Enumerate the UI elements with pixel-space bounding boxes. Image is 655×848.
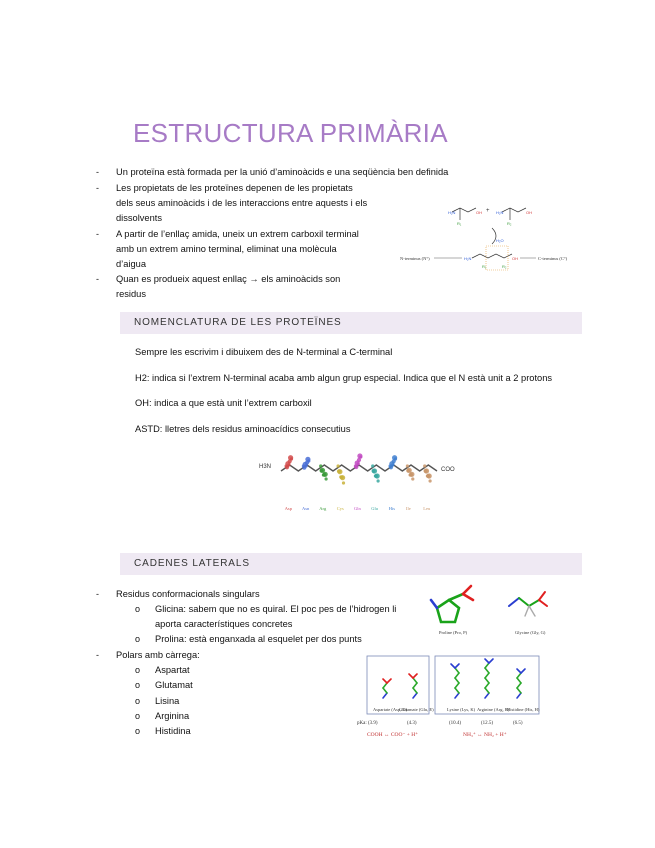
residue-asn	[302, 457, 311, 470]
sidechain-molecule	[485, 659, 493, 698]
residue-label: Arg	[319, 506, 327, 511]
arginine-label: Arginine (Arg, R)	[477, 707, 510, 712]
bond	[455, 678, 459, 683]
lysine-label: Lysine (Lys, K)	[447, 707, 476, 712]
residue-atom	[391, 463, 394, 466]
bond	[485, 678, 489, 683]
bullet-text: dissolvents	[116, 213, 162, 223]
svg-text:+: +	[486, 208, 490, 214]
bond	[455, 664, 459, 668]
svg-text:OH: OH	[512, 256, 518, 261]
residue-atom	[342, 481, 345, 484]
section-heading-text: CADENES LATERALS	[134, 558, 250, 569]
bullet-text: residus	[116, 289, 146, 299]
bullet-text: Les propietats de les proteïnes depenen de les propietats	[116, 183, 353, 193]
bond	[455, 693, 459, 698]
residue-atom	[394, 457, 397, 460]
bond	[485, 673, 489, 678]
residue-atom	[375, 473, 380, 478]
svg-text:H₂N: H₂N	[448, 210, 456, 215]
sub-bullet-marker: o	[135, 665, 141, 675]
sub-bullet-text: aporta característiques concretes	[155, 619, 293, 629]
glycine-label: Glycine (Gly, G)	[515, 630, 546, 635]
residue-label: Asn	[302, 506, 310, 511]
histidine-label: Histidine (His, H)	[507, 707, 540, 712]
sidechain-molecule	[383, 679, 391, 698]
bond	[413, 693, 417, 698]
bond	[383, 688, 387, 693]
bond	[485, 659, 489, 663]
bond	[517, 688, 521, 693]
bond	[383, 683, 387, 688]
bullet-marker: -	[96, 167, 99, 177]
residue-atom	[411, 477, 414, 480]
aspartate-label: Aspartate (Asp, D)	[373, 707, 408, 712]
svg-text:OH: OH	[476, 210, 482, 215]
section-heading-nomenclatura	[120, 312, 582, 334]
residue-atom	[359, 455, 362, 458]
bond	[451, 664, 455, 668]
bullet-marker: -	[96, 589, 99, 599]
residue-atom	[429, 479, 432, 482]
sidechain-molecule	[517, 669, 525, 698]
residue-atom	[371, 464, 374, 467]
sub-bullet-text: Glicina: sabem que no es quiral. El poc pes de l’hidrogen li	[155, 604, 397, 614]
residue-atom	[340, 475, 345, 480]
svg-text:H₂N: H₂N	[464, 256, 472, 261]
residue-atom	[377, 479, 380, 482]
residue-label: Ile	[406, 506, 411, 511]
bond	[413, 683, 417, 688]
residue-atom	[427, 473, 432, 478]
bond	[387, 679, 391, 683]
sub-bullet-marker: o	[135, 634, 141, 644]
nomenclature-line: Sempre les escrivim i dibuixem des de N-terminal a C-terminal	[135, 347, 393, 357]
residue-atom	[423, 464, 426, 467]
sub-bullet-marker: o	[135, 726, 141, 736]
bond	[455, 668, 459, 673]
bond	[413, 688, 417, 693]
residue-label: Asp	[284, 506, 292, 511]
bullet-text: dels seus aminoàcids i de les interaccions entre aquests i els	[116, 198, 368, 208]
sub-bullet-text: Lisina	[155, 696, 180, 706]
bond	[485, 693, 489, 698]
bullet-text: Un proteïna està formada per la unió d’aminoàcids e una seqüència ben definida	[116, 167, 449, 177]
bond	[517, 673, 521, 678]
bond	[383, 679, 387, 683]
sidechain-molecule	[409, 674, 417, 698]
bullet-text: Polars amb càrrega:	[116, 650, 200, 660]
pka-value: (10.4)	[449, 721, 462, 726]
bond	[485, 663, 489, 668]
bullet-text: A partir de l’enllaç amida, uneix un extrem carboxil terminal	[116, 229, 359, 239]
bullet-marker: -	[96, 650, 99, 660]
residue-atom	[372, 468, 377, 473]
page-title: ESTRUCTURA PRIMÀRIA	[133, 118, 448, 148]
residue-cys	[337, 464, 346, 484]
svg-text:H₂N: H₂N	[496, 210, 504, 215]
acid-equation: COOH ↔ COO⁻ + H⁺	[367, 732, 419, 738]
svg-text:R₂: R₂	[502, 264, 507, 269]
nomenclature-line: H2: indica si l’extrem N-terminal acaba amb algun grup especial. Indica que el N està unit a 2 protons	[135, 373, 553, 383]
bullet-text: d’aigua	[116, 259, 146, 269]
proline-label: Proline (Pro, P)	[439, 630, 468, 635]
pka-value: (12.5)	[481, 721, 494, 726]
nomenclature-line: ASTD: lletres dels residus aminoacídics consecutius	[135, 424, 351, 434]
proline-glycine-figure	[425, 580, 560, 642]
peptide-bond-figure	[400, 198, 580, 288]
bond	[455, 688, 459, 693]
bond	[383, 693, 387, 698]
bullet-marker: -	[96, 183, 99, 193]
bond	[485, 683, 489, 688]
sub-bullet-marker: o	[135, 604, 141, 614]
sub-bullet-text: Arginina	[155, 711, 190, 721]
residue-label: His	[388, 506, 395, 511]
svg-text:OH: OH	[526, 210, 532, 215]
residue-atom	[305, 464, 308, 467]
glutamate-label: Glutamate (Glu, E)	[399, 707, 434, 712]
sub-bullet-marker: o	[135, 680, 141, 690]
charged-sidechains-figure	[355, 654, 545, 742]
sub-bullet-text: Histidina	[155, 726, 191, 736]
residue-atom	[406, 464, 409, 467]
bond	[409, 674, 413, 678]
bond	[485, 688, 489, 693]
residue-label: Cys	[336, 506, 344, 511]
bond	[485, 668, 489, 673]
section-heading-text: NOMENCLATURA DE LES PROTEÏNES	[134, 317, 342, 328]
residue-atom	[323, 472, 328, 477]
residue-atom	[357, 462, 360, 465]
svg-text:R₁: R₁	[457, 221, 462, 226]
residue-label: Leu	[423, 506, 431, 511]
chain-c-terminus: COO	[441, 467, 455, 473]
sub-bullet-marker: o	[135, 711, 141, 721]
sidechain-molecule	[451, 664, 459, 698]
residue-atom	[337, 469, 342, 474]
svg-text:R₂: R₂	[507, 221, 512, 226]
bond	[517, 669, 521, 673]
residue-atom	[290, 457, 293, 460]
residue-atom	[409, 472, 414, 477]
base-equation: NH₃⁺ ↔ NH₂ + H⁺	[463, 732, 507, 738]
bond	[413, 674, 417, 678]
bullet-marker: -	[96, 274, 99, 284]
pka-value: (4.3)	[407, 721, 417, 726]
residue-atom	[325, 477, 328, 480]
residue-label: Gln	[354, 506, 361, 511]
bond	[517, 678, 521, 683]
bond	[455, 683, 459, 688]
peptide-chain-figure	[255, 446, 465, 518]
residue-atom	[337, 464, 340, 467]
residue-atom	[319, 464, 322, 467]
sub-bullet-marker: o	[135, 696, 141, 706]
bond	[517, 683, 521, 688]
bullet-text: Residus conformacionals singulars	[116, 589, 260, 599]
sub-bullet-text: Glutamat	[155, 680, 193, 690]
svg-text:R₁: R₁	[482, 264, 487, 269]
pka-label: pKa: (3.9)	[357, 721, 378, 726]
bullet-text: amb un extrem amino terminal, eliminat una molècula	[116, 244, 337, 254]
chain-n-terminus: H3N	[259, 464, 272, 470]
bond	[489, 659, 493, 663]
residue-atom	[287, 463, 290, 466]
sub-bullet-text: Aspartat	[155, 665, 190, 675]
svg-text:H₂O: H₂O	[496, 238, 504, 243]
bond	[413, 678, 417, 683]
bullet-marker: -	[96, 229, 99, 239]
n-terminus-label: N-terminus (N°)	[400, 256, 430, 261]
residue-label: Glu	[371, 506, 379, 511]
residue-atom	[307, 459, 310, 462]
residue-atom	[424, 468, 429, 473]
bond	[455, 673, 459, 678]
bullet-text: Quan es produeix aquest enllaç → els aminoàcids son	[116, 274, 341, 284]
section-heading-cadenes	[120, 553, 582, 575]
pka-value: (6.5)	[513, 721, 523, 726]
c-terminus-label: C-terminus (C°)	[538, 256, 568, 261]
nomenclature-line: OH: indica a que està unit l’extrem carboxil	[135, 398, 312, 408]
sub-bullet-text: Prolina: està enganxada al esquelet per dos punts	[155, 634, 362, 644]
bond	[517, 693, 521, 698]
bond	[521, 669, 525, 673]
